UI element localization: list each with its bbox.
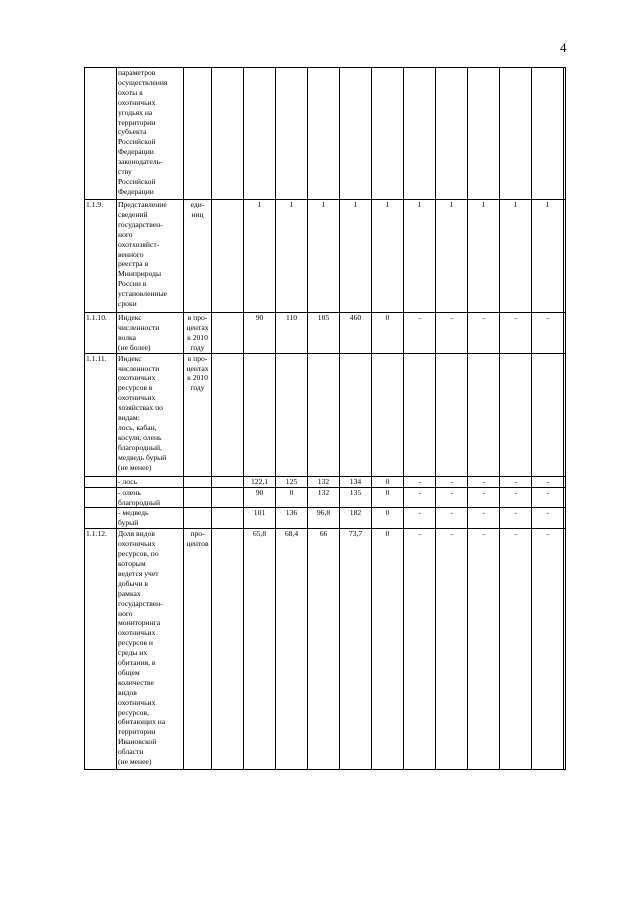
value-cell	[564, 508, 566, 529]
value-cell: -	[404, 508, 436, 529]
spacer-cell	[212, 476, 244, 487]
value-cell	[468, 68, 500, 200]
value-cell: 101	[244, 508, 276, 529]
row-number: 1.1.10.	[85, 313, 117, 354]
value-cell: 1	[468, 200, 500, 313]
value-cell: -	[532, 313, 564, 354]
value-cell: 132	[308, 487, 340, 508]
value-cell: 136	[276, 508, 308, 529]
value-cell	[244, 353, 276, 476]
value-cell: -	[404, 313, 436, 354]
value-cell: 1	[532, 200, 564, 313]
value-cell: 135	[340, 487, 372, 508]
indicator-name: Представление сведений государствен- ного охотхозяйст- венного реестра в Минприроды России в установленные сроки	[117, 200, 184, 313]
value-cell	[500, 353, 532, 476]
row-number	[85, 68, 117, 200]
value-cell: -	[468, 529, 500, 770]
value-cell: -	[500, 529, 532, 770]
row-number	[85, 476, 117, 487]
value-cell: 182	[340, 508, 372, 529]
spacer-cell	[212, 529, 244, 770]
unit-cell: еди- ниц	[184, 200, 212, 313]
value-cell: -	[532, 476, 564, 487]
unit-cell	[184, 487, 212, 508]
value-cell: 1	[308, 200, 340, 313]
value-cell	[532, 68, 564, 200]
value-cell	[468, 353, 500, 476]
value-cell	[372, 68, 404, 200]
indicators-table	[84, 67, 566, 770]
value-cell	[308, 353, 340, 476]
unit-cell	[184, 476, 212, 487]
value-cell	[404, 353, 436, 476]
indicator-name: - медведь бурый	[117, 508, 184, 529]
value-cell: -	[468, 487, 500, 508]
row-number: 1.1.9.	[85, 200, 117, 313]
value-cell: -	[436, 313, 468, 354]
value-cell: 0	[276, 487, 308, 508]
value-cell	[500, 68, 532, 200]
page-number: 4	[560, 40, 567, 55]
unit-cell: про- центов	[184, 529, 212, 770]
row-number: 1.1.12.	[85, 529, 117, 770]
value-cell: -	[404, 487, 436, 508]
value-cell	[404, 68, 436, 200]
indicator-name: Индекс численности охотничьих ресурсов в охотничьих хозяйствах по видам: лось, кабан, косуля, олень благородный, медведь бурый (не менее)	[117, 353, 184, 476]
value-cell: 460	[340, 313, 372, 354]
value-cell: 132	[308, 476, 340, 487]
value-cell: -	[468, 313, 500, 354]
value-cell: 105	[308, 313, 340, 354]
value-cell: -	[436, 487, 468, 508]
value-cell: 1	[340, 200, 372, 313]
value-cell	[564, 487, 566, 508]
value-cell	[308, 68, 340, 200]
spacer-cell	[212, 508, 244, 529]
value-cell	[244, 68, 276, 200]
value-cell: 0	[372, 508, 404, 529]
table-row	[85, 200, 566, 313]
unit-cell: в про- центах к 2010 году	[184, 313, 212, 354]
row-number	[85, 508, 117, 529]
row-number	[85, 487, 117, 508]
table-row	[85, 529, 566, 770]
spacer-cell	[212, 68, 244, 200]
value-cell: 1	[372, 200, 404, 313]
value-cell: 73,7	[340, 529, 372, 770]
value-cell	[372, 353, 404, 476]
value-cell	[436, 68, 468, 200]
value-cell: 0	[372, 313, 404, 354]
indicator-name: - олень благородный	[117, 487, 184, 508]
value-cell: -	[500, 508, 532, 529]
value-cell: 110	[276, 313, 308, 354]
value-cell: -	[532, 487, 564, 508]
value-cell: -	[468, 508, 500, 529]
unit-cell: в про- центах к 2010 году	[184, 353, 212, 476]
value-cell: 90	[244, 487, 276, 508]
spacer-cell	[212, 353, 244, 476]
value-cell: 66	[308, 529, 340, 770]
value-cell: 1	[436, 200, 468, 313]
value-cell: 0	[372, 476, 404, 487]
value-cell: 96,8	[308, 508, 340, 529]
value-cell: 1	[500, 200, 532, 313]
table-row	[85, 353, 566, 476]
value-cell: 125	[276, 476, 308, 487]
value-cell: 134	[340, 476, 372, 487]
value-cell: -	[500, 313, 532, 354]
value-cell	[564, 313, 566, 354]
value-cell	[564, 476, 566, 487]
row-number: 1.1.11.	[85, 353, 117, 476]
value-cell: 1	[404, 200, 436, 313]
value-cell: -	[436, 508, 468, 529]
indicator-name: Доля видов охотничьих ресурсов, по которым ведется учет добычи в рамках государствен- ного мониторинга охотничьих ресурсов и среды их обитания, в общем количестве видов охотничьих ресурсов, обитающих на территории Ивановской области (не менее)	[117, 529, 184, 770]
value-cell: -	[532, 529, 564, 770]
value-cell: -	[436, 476, 468, 487]
value-cell: -	[436, 529, 468, 770]
value-cell	[564, 353, 566, 476]
value-cell: -	[404, 476, 436, 487]
value-cell: -	[532, 508, 564, 529]
spacer-cell	[212, 200, 244, 313]
value-cell	[276, 353, 308, 476]
value-cell: -	[404, 529, 436, 770]
value-cell	[340, 353, 372, 476]
value-cell	[564, 200, 566, 313]
value-cell: -	[500, 476, 532, 487]
value-cell: 68,4	[276, 529, 308, 770]
value-cell	[532, 353, 564, 476]
value-cell: 65,8	[244, 529, 276, 770]
unit-cell	[184, 68, 212, 200]
value-cell: 0	[372, 529, 404, 770]
value-cell	[564, 529, 566, 770]
table-row	[85, 476, 566, 487]
value-cell: -	[500, 487, 532, 508]
indicator-name: - лось	[117, 476, 184, 487]
spacer-cell	[212, 487, 244, 508]
value-cell: -	[468, 476, 500, 487]
value-cell: 90	[244, 313, 276, 354]
table-row	[85, 487, 566, 508]
value-cell: 0	[372, 487, 404, 508]
value-cell	[436, 353, 468, 476]
table-body	[85, 68, 566, 770]
value-cell: 1	[244, 200, 276, 313]
table-row	[85, 68, 566, 200]
spacer-cell	[212, 313, 244, 354]
value-cell	[340, 68, 372, 200]
value-cell: 1	[276, 200, 308, 313]
indicator-name: параметров осуществления охоты в охотничьих угодьях на территории субъекта Российской Федерации законодатель- ству Российской Федерации	[117, 68, 184, 200]
unit-cell	[184, 508, 212, 529]
table-row	[85, 508, 566, 529]
value-cell	[276, 68, 308, 200]
table-row	[85, 313, 566, 354]
value-cell: 122,1	[244, 476, 276, 487]
value-cell	[564, 68, 566, 200]
indicator-name: Индекс численности волка (не более)	[117, 313, 184, 354]
